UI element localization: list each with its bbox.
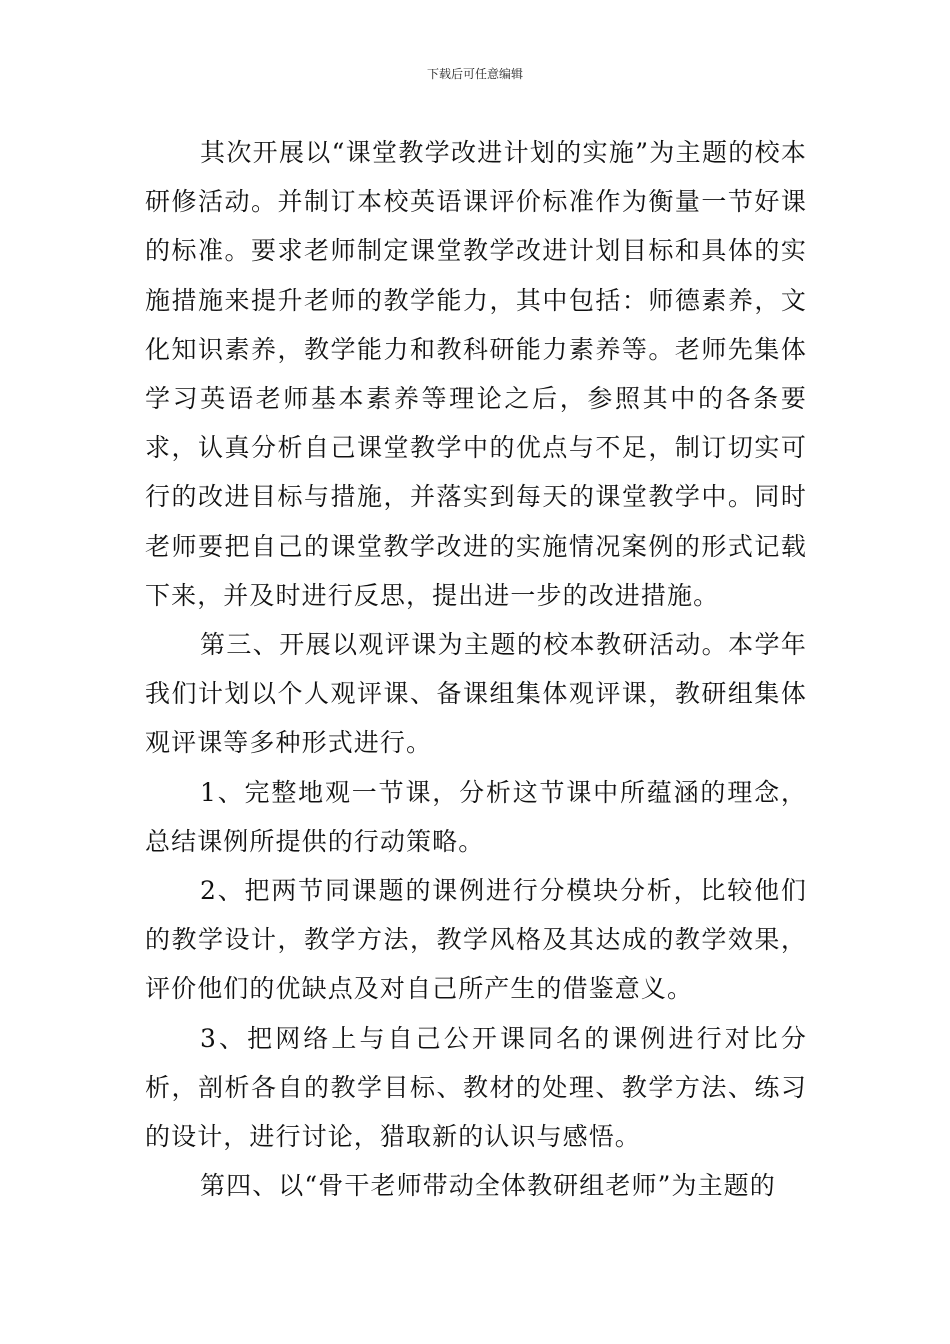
paragraph-3: 1、完整地观一节课，分析这节课中所蕴涵的理念，总结课例所提供的行动策略。: [145, 777, 807, 856]
paragraph-1: 其次开展以“课堂教学改进计划的实施”为主题的校本研修活动。并制订本校英语课评价标准作为衡量一节好课的标准。要求老师制定课堂教学改进计划目标和具体的实施措施来提升老师的教学能力，其中包括：师德素养，文化知识素养，教学能力和教科研能力素养等。老师先集体学习英语老师基本素养等理论之后，参照其中的各条要求，认真分析自己课堂教学中的优点与不足，制订切实可行的改进目标与措施，并落实到每天的课堂教学中。同时老师要把自己的课堂教学改进的实施情况案例的形式记载下来，并及时进行反思，提出进一步的改进措施。: [145, 138, 807, 610]
paragraph-6: 第四、以“骨干老师带动全体教研组老师”为主题的: [200, 1171, 776, 1201]
document-body: [145, 128, 807, 1210]
paragraph-4: 2、把两节同课题的课例进行分模块分析，比较他们的教学设计，教学方法，教学风格及其达成的教学效果，评价他们的优缺点及对自己所产生的借鉴意义。: [145, 876, 807, 1004]
page-header: 下载后可任意编辑: [426, 67, 523, 81]
paragraph-2: 第三、开展以观评课为主题的校本教研活动。本学年我们计划以个人观评课、备课组集体观评课，教研组集体观评课等多种形式进行。: [145, 630, 807, 758]
paragraph-5: 3、把网络上与自己公开课同名的课例进行对比分析，剖析各自的教学目标、教材的处理、教学方法、练习的设计，进行讨论，猎取新的认识与感悟。: [145, 1023, 807, 1152]
